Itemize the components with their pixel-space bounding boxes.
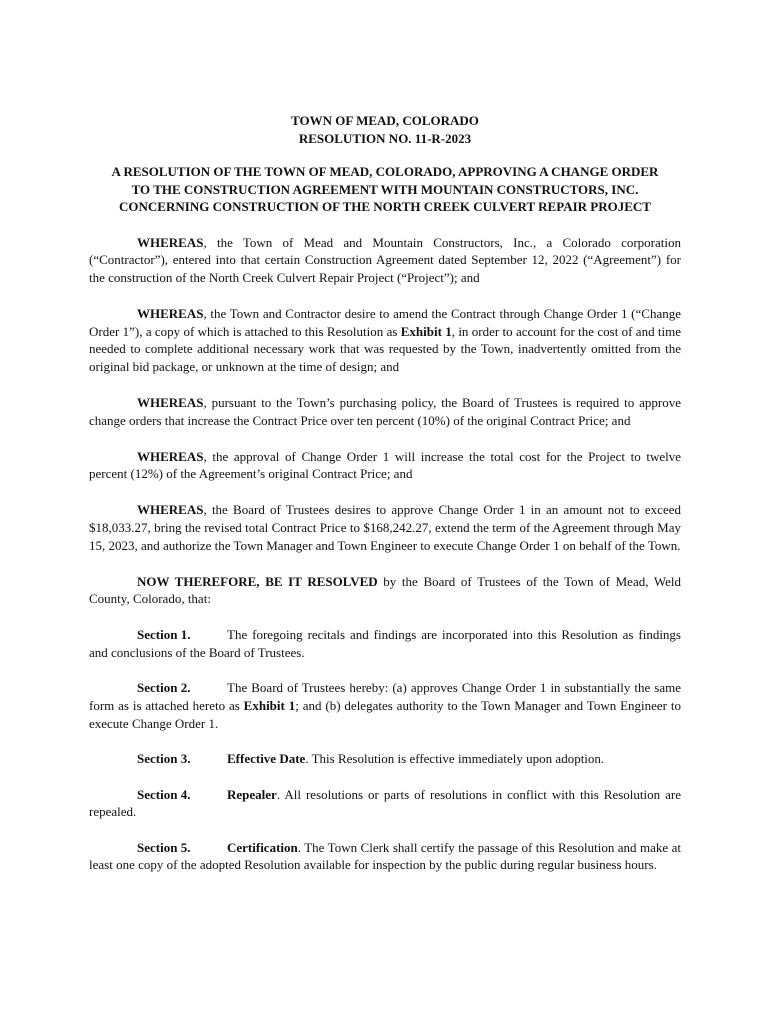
town-name-heading: TOWN OF MEAD, COLORADO xyxy=(291,113,479,128)
title-line-2: TO THE CONSTRUCTION AGREEMENT WITH MOUNTAIN CONSTRUCTORS, INC. xyxy=(131,181,639,197)
section-number: Section 3. xyxy=(137,751,191,767)
section-heading: Effective Date xyxy=(227,751,306,767)
section-2 xyxy=(89,679,681,732)
title-line-3: CONCERNING CONSTRUCTION OF THE NORTH CREEK CULVERT REPAIR PROJECT xyxy=(119,199,651,214)
resolution-number: RESOLUTION NO. 11-R-2023 xyxy=(298,130,472,146)
recital-4 xyxy=(89,448,681,484)
recital-lead: WHEREAS xyxy=(137,502,204,518)
section-text: . The Town Clerk shall certify the passage of this Resolution and make at least one copy of the adopted Resolution available for inspection by the public during regular business hours. xyxy=(89,839,681,873)
section-number: Section 4. xyxy=(137,786,191,802)
resolution-title xyxy=(89,163,681,216)
section-4 xyxy=(89,786,681,822)
recital-text: , the Board of Trustees desires to approve Change Order 1 in an amount not to exceed $18,033.27, bring the revised total Contract Price to $168,242.27, extend the term of the Agreement through May 15, 2023, and authorize the Town Manager and Town Engineer to execute Change Order 1 on behalf of the Town. xyxy=(89,502,681,553)
section-5 xyxy=(89,839,681,875)
section-text: The foregoing recitals and findings are incorporated into this Resolution as findings and conclusions of the Board of Trustees. xyxy=(89,627,681,661)
section-1 xyxy=(89,626,681,662)
recital-text: , the Town and Contractor desire to amend the Contract through Change Order 1 (“Change Order 1”), a copy of which is attached to this Resolution as xyxy=(89,305,681,339)
section-number: Section 2. xyxy=(137,680,191,696)
recital-text: , in order to account for the cost of and time needed to complete additional necessary work that was requested by the Town, inadvertently omitted from the original bid package, or unknown at the time of design; and xyxy=(89,323,681,375)
section-text: . This Resolution is effective immediately upon adoption. xyxy=(305,751,605,767)
section-heading: Certification xyxy=(227,839,298,855)
recital-lead: WHEREAS xyxy=(137,234,204,250)
section-number: Section 5. xyxy=(137,839,191,855)
resolved-text: by the Board of Trustees of the Town of Mead, Weld County, Colorado, that: xyxy=(89,573,681,607)
document-header xyxy=(89,112,681,147)
recital-text: , the approval of Change Order 1 will increase the total cost for the Project to twelve percent (12%) of the Agreement’s original Contract Price; and xyxy=(89,448,681,482)
recital-text: , pursuant to the Town’s purchasing policy, the Board of Trustees is required to approve change orders that increase the Contract Price over ten percent (10%) of the original Contract Price; and xyxy=(89,395,681,428)
exhibit-reference: Exhibit 1 xyxy=(400,323,452,339)
section-3 xyxy=(89,750,681,768)
recital-1 xyxy=(89,234,681,287)
recital-lead: WHEREAS xyxy=(137,448,204,464)
recital-lead: WHEREAS xyxy=(137,305,204,321)
resolved-lead: NOW THEREFORE, BE IT RESOLVED xyxy=(137,573,378,589)
section-text: ; and (b) delegates authority to the Town Manager and Town Engineer to execute Change Order 1. xyxy=(89,698,682,731)
recital-2 xyxy=(89,305,681,376)
title-line-1: A RESOLUTION OF THE TOWN OF MEAD, COLORADO, APPROVING A CHANGE ORDER xyxy=(111,164,659,179)
recital-5 xyxy=(89,501,681,554)
exhibit-reference: Exhibit 1 xyxy=(243,698,296,714)
section-text: . All resolutions or parts of resolutions in conflict with this Resolution are repealed. xyxy=(89,786,681,820)
recital-lead: WHEREAS xyxy=(137,395,204,411)
recital-text: , the Town of Mead and Mountain Constructors, Inc., a Colorado corporation (“Contractor”), entered into that certain Construction Agreement dated September 12, 2022 (“Agreement”) for the construction of the North Creek Culvert Repair Project (“Project”); and xyxy=(89,234,681,286)
section-number: Section 1. xyxy=(137,627,191,643)
section-text: The Board of Trustees hereby: (a) approves Change Order 1 in substantially the same form as is attached hereto as xyxy=(89,680,681,714)
recital-3 xyxy=(89,394,681,430)
section-heading: Repealer xyxy=(227,786,277,802)
resolved-clause xyxy=(89,573,681,609)
